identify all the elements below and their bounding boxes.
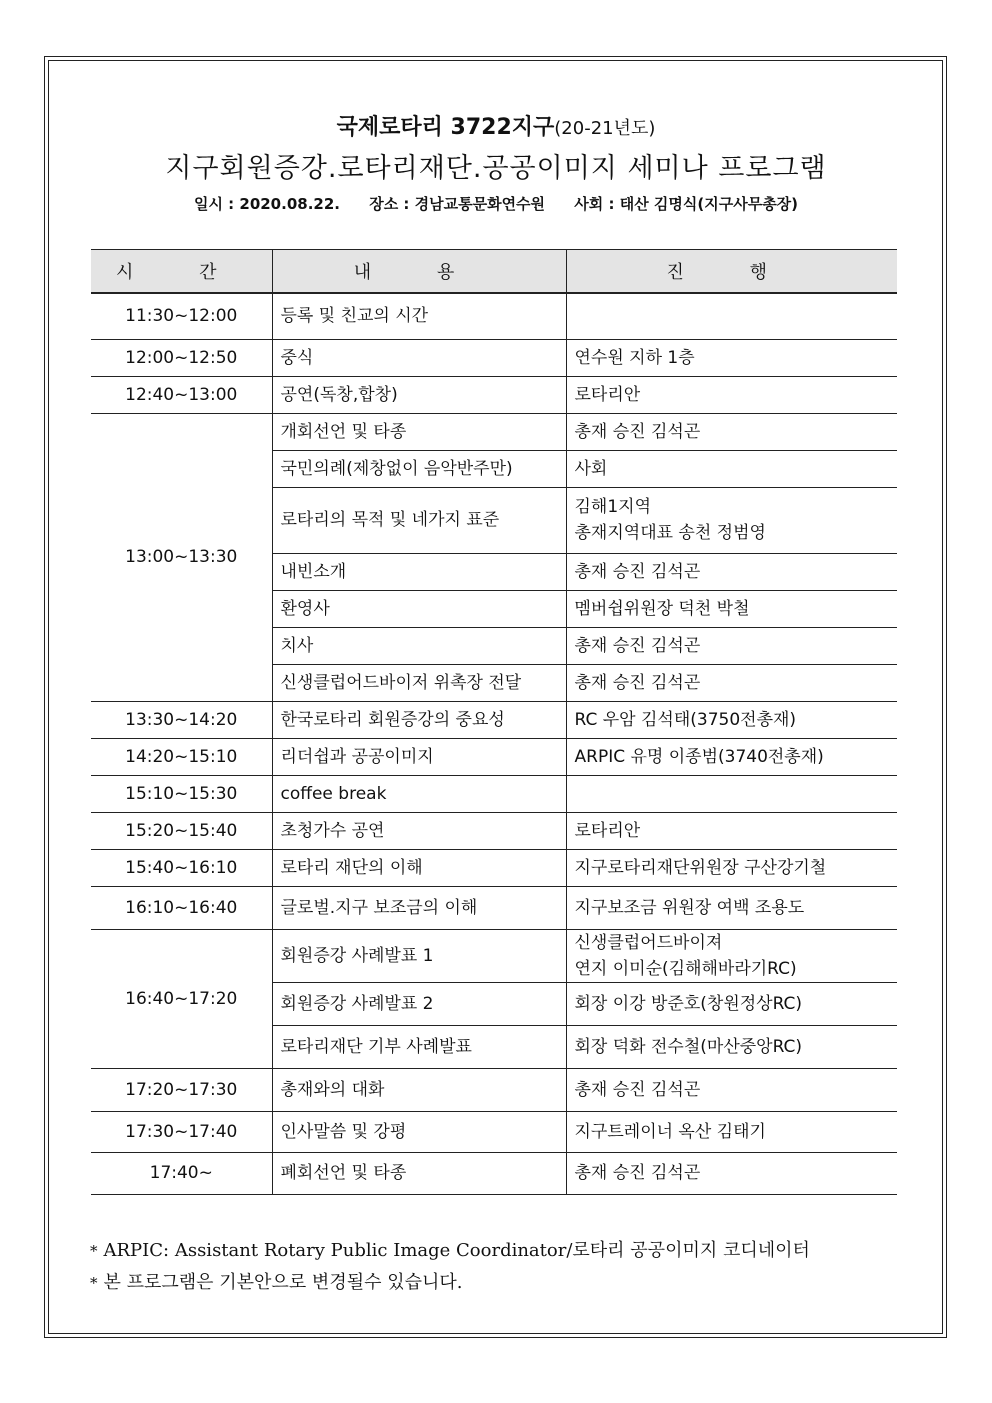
table-row xyxy=(91,1068,897,1111)
footnote-arpic xyxy=(90,1235,810,1267)
event-info xyxy=(0,193,992,214)
lead-cell: ARPIC 유명 이종범(3740전총재) xyxy=(566,738,897,775)
lead-cell: 총재 승진 김석곤 xyxy=(566,1068,897,1111)
document-title xyxy=(0,110,992,141)
event-date: 일시 : 2020.08.22. xyxy=(193,195,340,213)
content-cell: 인사말씀 및 강평 xyxy=(272,1111,566,1152)
header-time: 시 간 xyxy=(91,250,272,294)
lead-cell: 연수원 지하 1층 xyxy=(566,339,897,376)
table-row xyxy=(91,929,897,982)
lead-cell: 로타리안 xyxy=(566,376,897,413)
table-row xyxy=(91,775,897,812)
schedule-table xyxy=(91,249,897,1195)
table-row xyxy=(91,376,897,413)
content-cell: 로타리재단 기부 사례발표 xyxy=(272,1025,566,1068)
content-cell: 폐회선언 및 타종 xyxy=(272,1152,566,1194)
lead-cell xyxy=(566,487,897,553)
content-cell: 로타리 재단의 이해 xyxy=(272,849,566,886)
content-cell: 치사 xyxy=(272,627,566,664)
header-content: 내 용 xyxy=(272,250,566,294)
time-cell: 15:20~15:40 xyxy=(91,812,272,849)
time-cell: 15:10~15:30 xyxy=(91,775,272,812)
content-cell: 국민의례(제창없이 음악반주만) xyxy=(272,450,566,487)
content-cell: 개회선언 및 타종 xyxy=(272,413,566,450)
table-row xyxy=(91,738,897,775)
lead-cell: 총재 승진 김석곤 xyxy=(566,1152,897,1194)
lead-cell: 회장 덕화 전수철(마산중앙RC) xyxy=(566,1025,897,1068)
header-lead: 진 행 xyxy=(566,250,897,294)
content-cell: 신생클럽어드바이저 위촉장 전달 xyxy=(272,664,566,701)
table-row xyxy=(91,1111,897,1152)
lead-cell: 총재 승진 김석곤 xyxy=(566,627,897,664)
footnote-text: 본 프로그램은 기본안으로 변경될수 있습니다. xyxy=(103,1272,463,1293)
lead-cell: 사회 xyxy=(566,450,897,487)
content-cell: coffee break xyxy=(272,775,566,812)
content-cell: 등록 및 친교의 시간 xyxy=(272,293,566,339)
time-cell: 14:20~15:10 xyxy=(91,738,272,775)
table-row xyxy=(91,849,897,886)
content-cell: 리더쉽과 공공이미지 xyxy=(272,738,566,775)
lead-cell: RC 우암 김석태(3750전총재) xyxy=(566,701,897,738)
table-row xyxy=(91,293,897,339)
lead-cell: 총재 승진 김석곤 xyxy=(566,664,897,701)
footnote-change xyxy=(90,1267,810,1299)
document-subtitle: 지구회원증강.로타리재단.공공이미지 세미나 프로그램 xyxy=(165,153,827,184)
content-cell: 한국로타리 회원증강의 중요성 xyxy=(272,701,566,738)
table-row xyxy=(91,701,897,738)
lead-cell: 지구로타리재단위원장 구산강기철 xyxy=(566,849,897,886)
table-row xyxy=(91,812,897,849)
time-cell: 16:10~16:40 xyxy=(91,886,272,929)
lead-cell: 멤버쉽위원장 덕천 박철 xyxy=(566,590,897,627)
time-cell: 17:30~17:40 xyxy=(91,1111,272,1152)
title-year: (20-21년도) xyxy=(554,118,656,139)
table-row xyxy=(91,1152,897,1194)
table-row xyxy=(91,413,897,450)
content-cell: 로타리의 목적 및 네가지 표준 xyxy=(272,487,566,553)
lead-cell: 총재 승진 김석곤 xyxy=(566,413,897,450)
time-cell: 15:40~16:10 xyxy=(91,849,272,886)
footnote-bullet: * xyxy=(90,1274,98,1292)
lead-line-2: 연지 이미순(김해해바라기RC) xyxy=(574,958,797,979)
content-cell: 회원증강 사례발표 1 xyxy=(272,929,566,982)
lead-cell xyxy=(566,293,897,339)
event-host: 사회 : 태산 김명식(지구사무총장) xyxy=(574,195,799,213)
content-cell: 회원증강 사례발표 2 xyxy=(272,982,566,1025)
title-main: 국제로타리 3722지구 xyxy=(336,115,555,140)
table-row xyxy=(91,886,897,929)
time-cell: 11:30~12:00 xyxy=(91,293,272,339)
time-cell: 16:40~17:20 xyxy=(91,929,272,1068)
time-cell: 12:00~12:50 xyxy=(91,339,272,376)
footnotes xyxy=(90,1235,810,1299)
content-cell: 초청가수 공연 xyxy=(272,812,566,849)
lead-cell: 로타리안 xyxy=(566,812,897,849)
footnote-bullet: * xyxy=(90,1242,98,1260)
table-row xyxy=(91,339,897,376)
footnote-text: ARPIC: Assistant Rotary Public Image Coordinator/로타리 공공이미지 코디네이터 xyxy=(103,1240,810,1261)
lead-cell: 총재 승진 김석곤 xyxy=(566,553,897,590)
content-cell: 내빈소개 xyxy=(272,553,566,590)
event-place: 장소 : 경남교통문화연수원 xyxy=(369,195,546,213)
content-cell: 글로벌.지구 보조금의 이해 xyxy=(272,886,566,929)
time-cell: 13:30~14:20 xyxy=(91,701,272,738)
time-cell: 12:40~13:00 xyxy=(91,376,272,413)
lead-cell: 지구트레이너 옥산 김태기 xyxy=(566,1111,897,1152)
content-cell: 총재와의 대화 xyxy=(272,1068,566,1111)
content-cell: 공연(독창,합창) xyxy=(272,376,566,413)
lead-cell: 회장 이강 방준호(창원정상RC) xyxy=(566,982,897,1025)
lead-line-1: 신생클럽어드바이져 xyxy=(574,932,723,953)
content-cell: 중식 xyxy=(272,339,566,376)
lead-cell: 지구보조금 위원장 여백 조용도 xyxy=(566,886,897,929)
lead-cell xyxy=(566,775,897,812)
lead-line-2: 총재지역대표 송천 정범영 xyxy=(574,523,766,543)
content-cell: 환영사 xyxy=(272,590,566,627)
time-cell: 17:40~ xyxy=(91,1152,272,1194)
lead-cell xyxy=(566,929,897,982)
table-header-row xyxy=(91,250,897,294)
lead-line-1: 김해1지역 xyxy=(574,497,652,517)
time-cell: 13:00~13:30 xyxy=(91,413,272,701)
time-cell: 17:20~17:30 xyxy=(91,1068,272,1111)
